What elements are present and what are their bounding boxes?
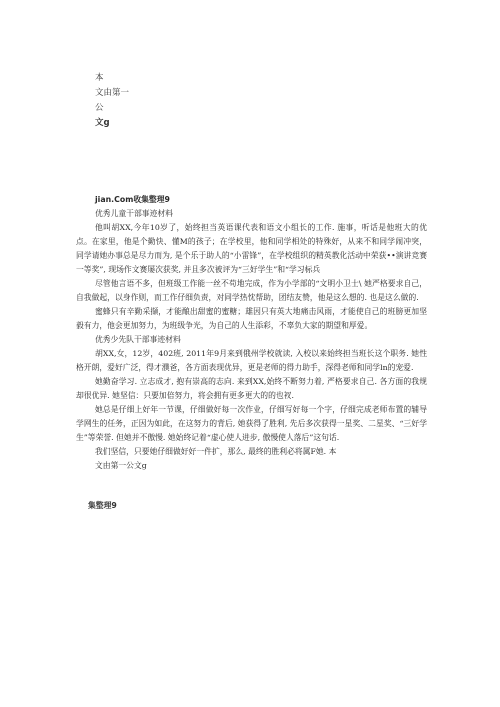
paragraph-1: 他叫胡XX,今年10岁了，始终担当英语课代表和语文小组长的工作. 施事，听话是他班大的优点。在家里，他是个勤快、懂M的孩子；在学校里，他和同学相处的特殊好，从来不和同学闹冲突，同学请她办事总是尽力而为, 是个乐于助人的“小雷锋”，在学校组织的精英教化活动中荣获••演讲竞赛一等奖”, 现场作文赛屡次获奖, 并且多次被评为“三好学生”和“学习标兵 bbox=[76, 223, 427, 274]
footer-text: 集整理9 bbox=[88, 501, 117, 510]
paragraph-5: 她勤奋学习. 立志成才, 抱有崇高的志向. 来到XX,始终不断努力着, 严格要求自己. 各方面的我规却很优异. 她坚信：只要加倍努力，将会拥有更多更大的的也衩. bbox=[76, 377, 427, 400]
header-line-1: 本 bbox=[95, 73, 104, 83]
paragraph-4: 胡XX,女，12岁，402班, 2011年9月来到俄州学校就读, 入校以来始终担当班长这个职务. 她性格开朗，爱好广泛，得才濮爸，各方面表现优异，更是老师的得力助手，深得老师和同学ln的宠爱. bbox=[76, 349, 427, 372]
section-title-2: 优秀少先队干部事迹材料 bbox=[95, 335, 181, 344]
header-line-3: 公 bbox=[95, 103, 104, 113]
document-body bbox=[76, 193, 427, 473]
source-line: jian.Com收集整理9 bbox=[95, 195, 170, 204]
section-title-1: 优秀儿童干部事迹材料 bbox=[95, 209, 173, 218]
paragraph-6: 她总是仔细上好年一节课，仔细做好每一次作业，仔细写好每一个字，仔细完成老师布置的辅导学网生的任务，正因为如此，在这努力的背后, 她获得了胜利, 先后多次获得一星奖、二星奖、“三好学生”等荣誉. 但她并不傲慢. 她始终记着“虚心使人进步, 傲慢使人落后”这句话. bbox=[76, 405, 427, 442]
header-line-2: 文由第一 bbox=[95, 88, 130, 98]
paragraph-8: 文由第一公文g bbox=[95, 461, 147, 470]
paragraph-7: 我们坚信，只要她仔细做好好一件扩，那么, 最终的胜利必将属F她. 本 bbox=[95, 447, 337, 456]
paragraph-3: 蜜蜂只有辛勤采撷，才能酿出甜蜜的蜜糖；雄因只有英大地痛击风雨，才能使自己的班膀更加坚毅有力，他会更加努力，为班级争光，为自己的人生添彩，不辜负大家的期望和厚爱。 bbox=[76, 307, 427, 330]
header-line-4: 文g bbox=[95, 118, 110, 128]
paragraph-2: 尽管他言语不多，但班级工作能一丝不苟地完成，作为小学部的“文明小卫士\ 她严格要求自己，自我做起，以身作则，而工作仔细负责，对同学热忱帮助，团结友赞，他是这么想的. 也是这么做的. bbox=[76, 279, 427, 302]
